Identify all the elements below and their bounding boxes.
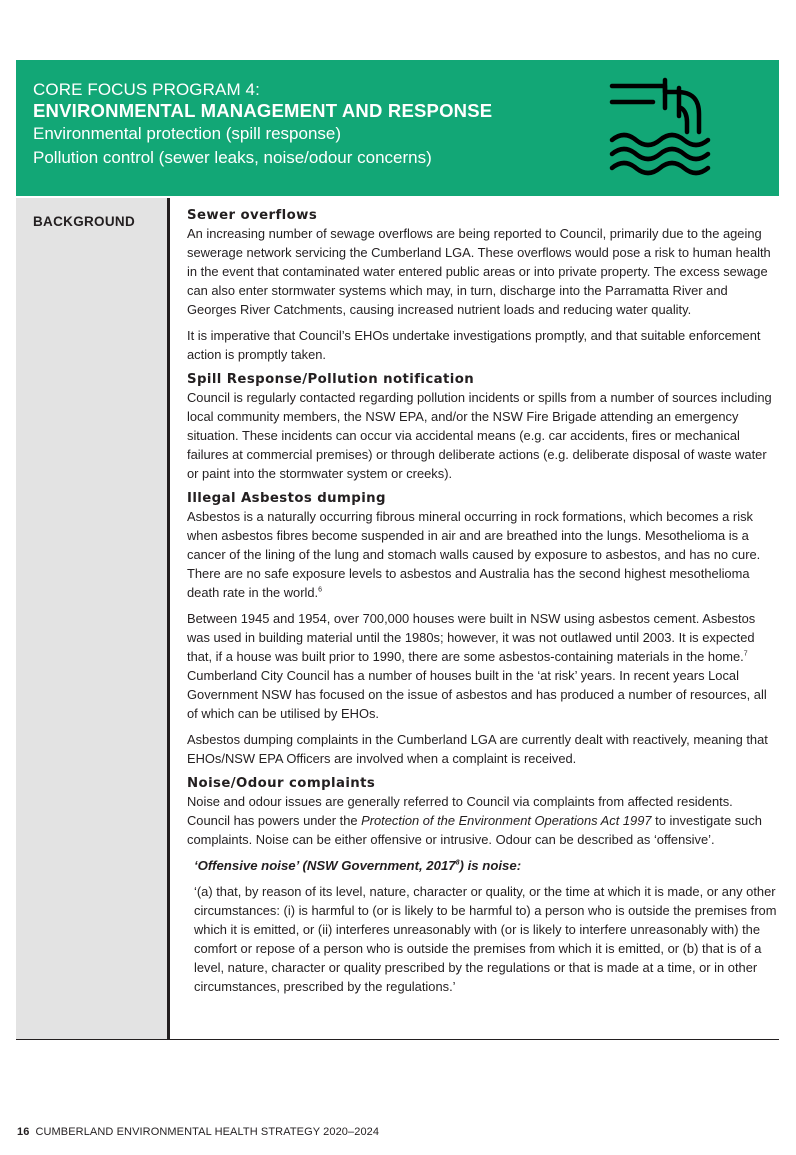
program-title: ENVIRONMENTAL MANAGEMENT AND RESPONSE xyxy=(33,100,493,121)
program-kicker: CORE FOCUS PROGRAM 4: xyxy=(33,80,260,99)
page-footer xyxy=(17,1126,379,1138)
asbestos-p2-text-b: Cumberland City Council has a number of houses built in the ‘at risk’ years. In recent years Local Government NSW has focused on the issue of asbestos and has produced a number of resources, all of which can be utilised by EHOs. xyxy=(187,668,767,721)
background-content xyxy=(187,207,777,1003)
page-number: 16 xyxy=(17,1126,30,1138)
asbestos-paragraph-1 xyxy=(187,507,777,602)
sewer-paragraph-1: An increasing number of sewage overflows are being reported to Council, primarily due to the ageing sewerage network servicing the Cumberland LGA. These overflows would pose a risk to human health in the event that contaminated water entered public areas or into private property. The excess sewage can also enter stormwater systems which may, in turn, discharge into the Parramatta River and Georges River Catchments, causing increased nutrient loads and reducing water quality. xyxy=(187,226,771,317)
footnote-ref-7: 7 xyxy=(743,650,748,658)
offensive-noise-definition xyxy=(194,856,777,996)
asbestos-p2-text-a: Between 1945 and 1954, over 700,000 houses were built in NSW using asbestos cement. Asbestos was used in building material until the 1980s; however, it was not outlawed until 2003. It is expected that, if a house was built prior to 1990, there are some asbestos-containing materials in the home. xyxy=(187,611,756,664)
bottom-rule xyxy=(16,1039,779,1040)
definition-body: ‘(a) that, by reason of its level, nature, character or quality, or the time at which it is made, or any other circumstances: (i) is harmful to (or is likely to be harmful to) a person who is outside the premises from which it is emitted, or (ii) interferes unreasonably with (or is likely to interfere unreasonably with) the comfort or repose of a person who is outside the premises from which it is emitted, or (b) that is of a level, nature, character or quality prescribed by the regulations or that is made at a time, or in other circumstances, prescribed by the regulations.’ xyxy=(194,884,777,994)
document-title: CUMBERLAND ENVIRONMENTAL HEALTH STRATEGY 2020–2024 xyxy=(35,1126,380,1138)
sewer-heading: Sewer overflows xyxy=(187,208,318,223)
noise-paragraph-1 xyxy=(187,792,777,849)
footnote-ref-6: 6 xyxy=(318,586,323,594)
act-title: Protection of the Environment Operations Act 1997 xyxy=(361,813,652,828)
spill-paragraph-1: Council is regularly contacted regarding pollution incidents or spills from a number of sources including local community members, the NSW EPA, and/or the NSW Fire Brigade attending an emergency situation. These incidents can occur via accidental means (e.g. car accidents, fires or mechanical failures at commercial premises) or through deliberate actions (e.g. deliberate disposal of waste water or paint into the stormwater system or creeks). xyxy=(187,390,772,481)
asbestos-paragraph-3: Asbestos dumping complaints in the Cumberland LGA are currently dealt with reactively, meaning that EHOs/NSW EPA Officers are involved when a complaint is received. xyxy=(187,732,768,766)
program-header xyxy=(16,60,779,196)
definition-heading-a: ‘Offensive noise’ (NSW Government, 2017 xyxy=(194,858,456,873)
asbestos-paragraph-2 xyxy=(187,609,777,723)
definition-heading xyxy=(194,856,777,875)
noise-p1-text-a: Noise and odour issues are generally referred to Council via complaints from affected residents. Council has powers under the xyxy=(187,794,733,828)
asbestos-heading: Illegal Asbestos dumping xyxy=(187,491,386,506)
footnote-ref-8: 8 xyxy=(455,859,460,867)
spill-heading: Spill Response/Pollution notification xyxy=(187,372,475,387)
vertical-divider xyxy=(167,198,170,1040)
definition-heading-b: ) is noise: xyxy=(459,858,522,873)
noise-p1-text-b: to investigate such complaints. Noise can be either offensive or intrusive. Odour can be described as ‘offensive’. xyxy=(187,813,762,847)
section-label: BACKGROUND xyxy=(33,214,135,229)
sewer-paragraph-2: It is imperative that Council’s EHOs undertake investigations promptly, and that suitable enforcement action is promptly taken. xyxy=(187,328,761,362)
program-subtitle-1: Environmental protection (spill response) xyxy=(33,124,342,143)
sidebar-panel xyxy=(16,198,167,1040)
asbestos-p1-text: Asbestos is a naturally occurring fibrous mineral occurring in rock formations, which becomes a risk when asbestos fibres become suspended in air and are breathed into the lungs. Mesothelioma is a cancer of the lining of the lung and stomach walls caused by exposure to asbestos, and has no cure. There are no safe exposure levels to asbestos and Australia has the second highest mesothelioma death rate in the world. xyxy=(187,509,761,600)
program-subtitle-2: Pollution control (sewer leaks, noise/odour concerns) xyxy=(33,148,432,167)
noise-heading: Noise/Odour complaints xyxy=(187,776,376,791)
pipe-outflow-water-icon xyxy=(607,74,717,178)
